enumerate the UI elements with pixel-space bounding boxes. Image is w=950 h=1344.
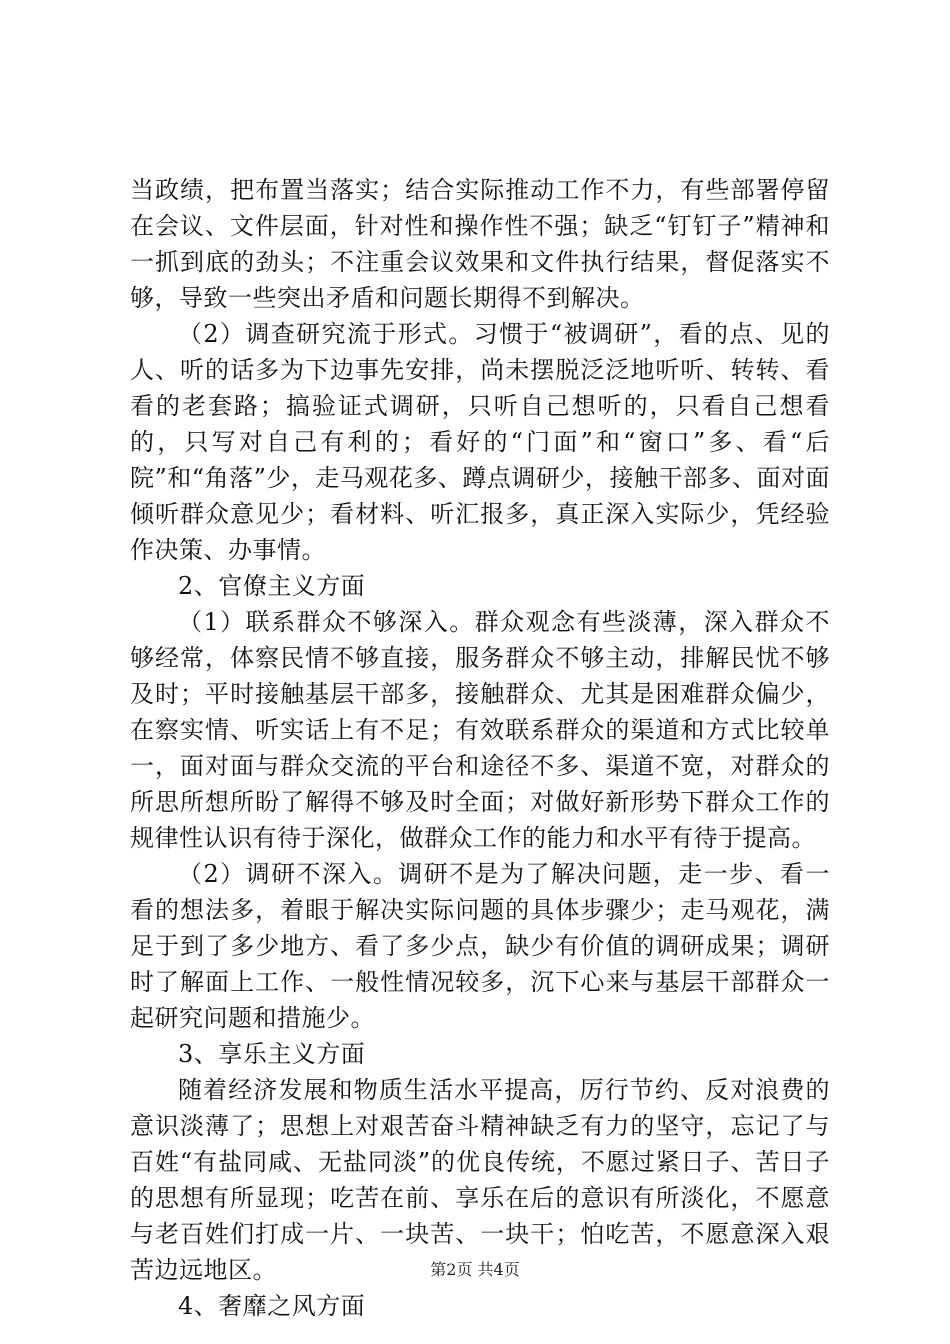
section-heading-bureaucratism: 2、官僚主义方面 [178,572,366,600]
paragraph-continued: 当政绩，把布置当落实；结合实际推动工作不力，有些部署停留在会议、文件层面，针对性和操作性不强；缺乏“钉钉子”精神和一抓到底的劲头；不注重会议效果和文件执行结果，督促落实不够，导致一些突出矛盾和问题长期得不到解决。 [130,176,830,312]
page-number-footer: 第2页 共4页 [430,1260,520,1279]
section-heading-extravagance: 4、奢靡之风方面 [178,1292,366,1320]
document-body [130,172,830,1324]
paragraph-survey-formalism: （2）调查研究流于形式。习惯于“被调研”，看的点、见的人、听的话多为下边事先安排，尚未摆脱泛泛地听听、转转、看看的老套路；搞验证式调研，只听自己想听的，只看自己想看的，只写对自己有利的；看好的“门面”和“窗口”多、看“后院”和“角落”少，走马观花多、蹲点调研少，接触干部多、面对面倾听群众意见少；看材料、听汇报多，真正深入实际少，凭经验作决策、办事情。 [130,320,830,564]
paragraph-contact-masses: （1）联系群众不够深入。群众观念有些淡薄，深入群众不够经常，体察民情不够直接，服务群众不够主动，排解民忧不够及时；平时接触基层干部多，接触群众、尤其是困难群众偏少，在察实情、听实话上有不足；有效联系群众的渠道和方式比较单一，面对面与群众交流的平台和途径不多、渠道不宽，对群众的所思所想所盼了解得不够及时全面；对做好新形势下群众工作的规律性认识有待于深化，做群众工作的能力和水平有待于提高。 [130,608,830,852]
paragraph-hedonism: 随着经济发展和物质生活水平提高，厉行节约、反对浪费的意识淡薄了；思想上对艰苦奋斗精神缺乏有力的坚守，忘记了与百姓“有盐同咸、无盐同淡”的优良传统，不愿过紧日子、苦日子的思想有所显现；吃苦在前、享乐在后的意识有所淡化，不愿意与老百姓们打成一片、一块苦、一块干；怕吃苦，不愿意深入艰苦边远地区。 [130,1076,830,1284]
paragraph-research-shallow: （2）调研不深入。调研不是为了解决问题，走一步、看一看的想法多，着眼于解决实际问题的具体步骤少；走马观花，满足于到了多少地方、看了多少点，缺少有价值的调研成果；调研时了解面上工作、一般性情况较多，沉下心来与基层干部群众一起研究问题和措施少。 [130,860,830,1032]
section-heading-hedonism: 3、享乐主义方面 [178,1040,366,1068]
